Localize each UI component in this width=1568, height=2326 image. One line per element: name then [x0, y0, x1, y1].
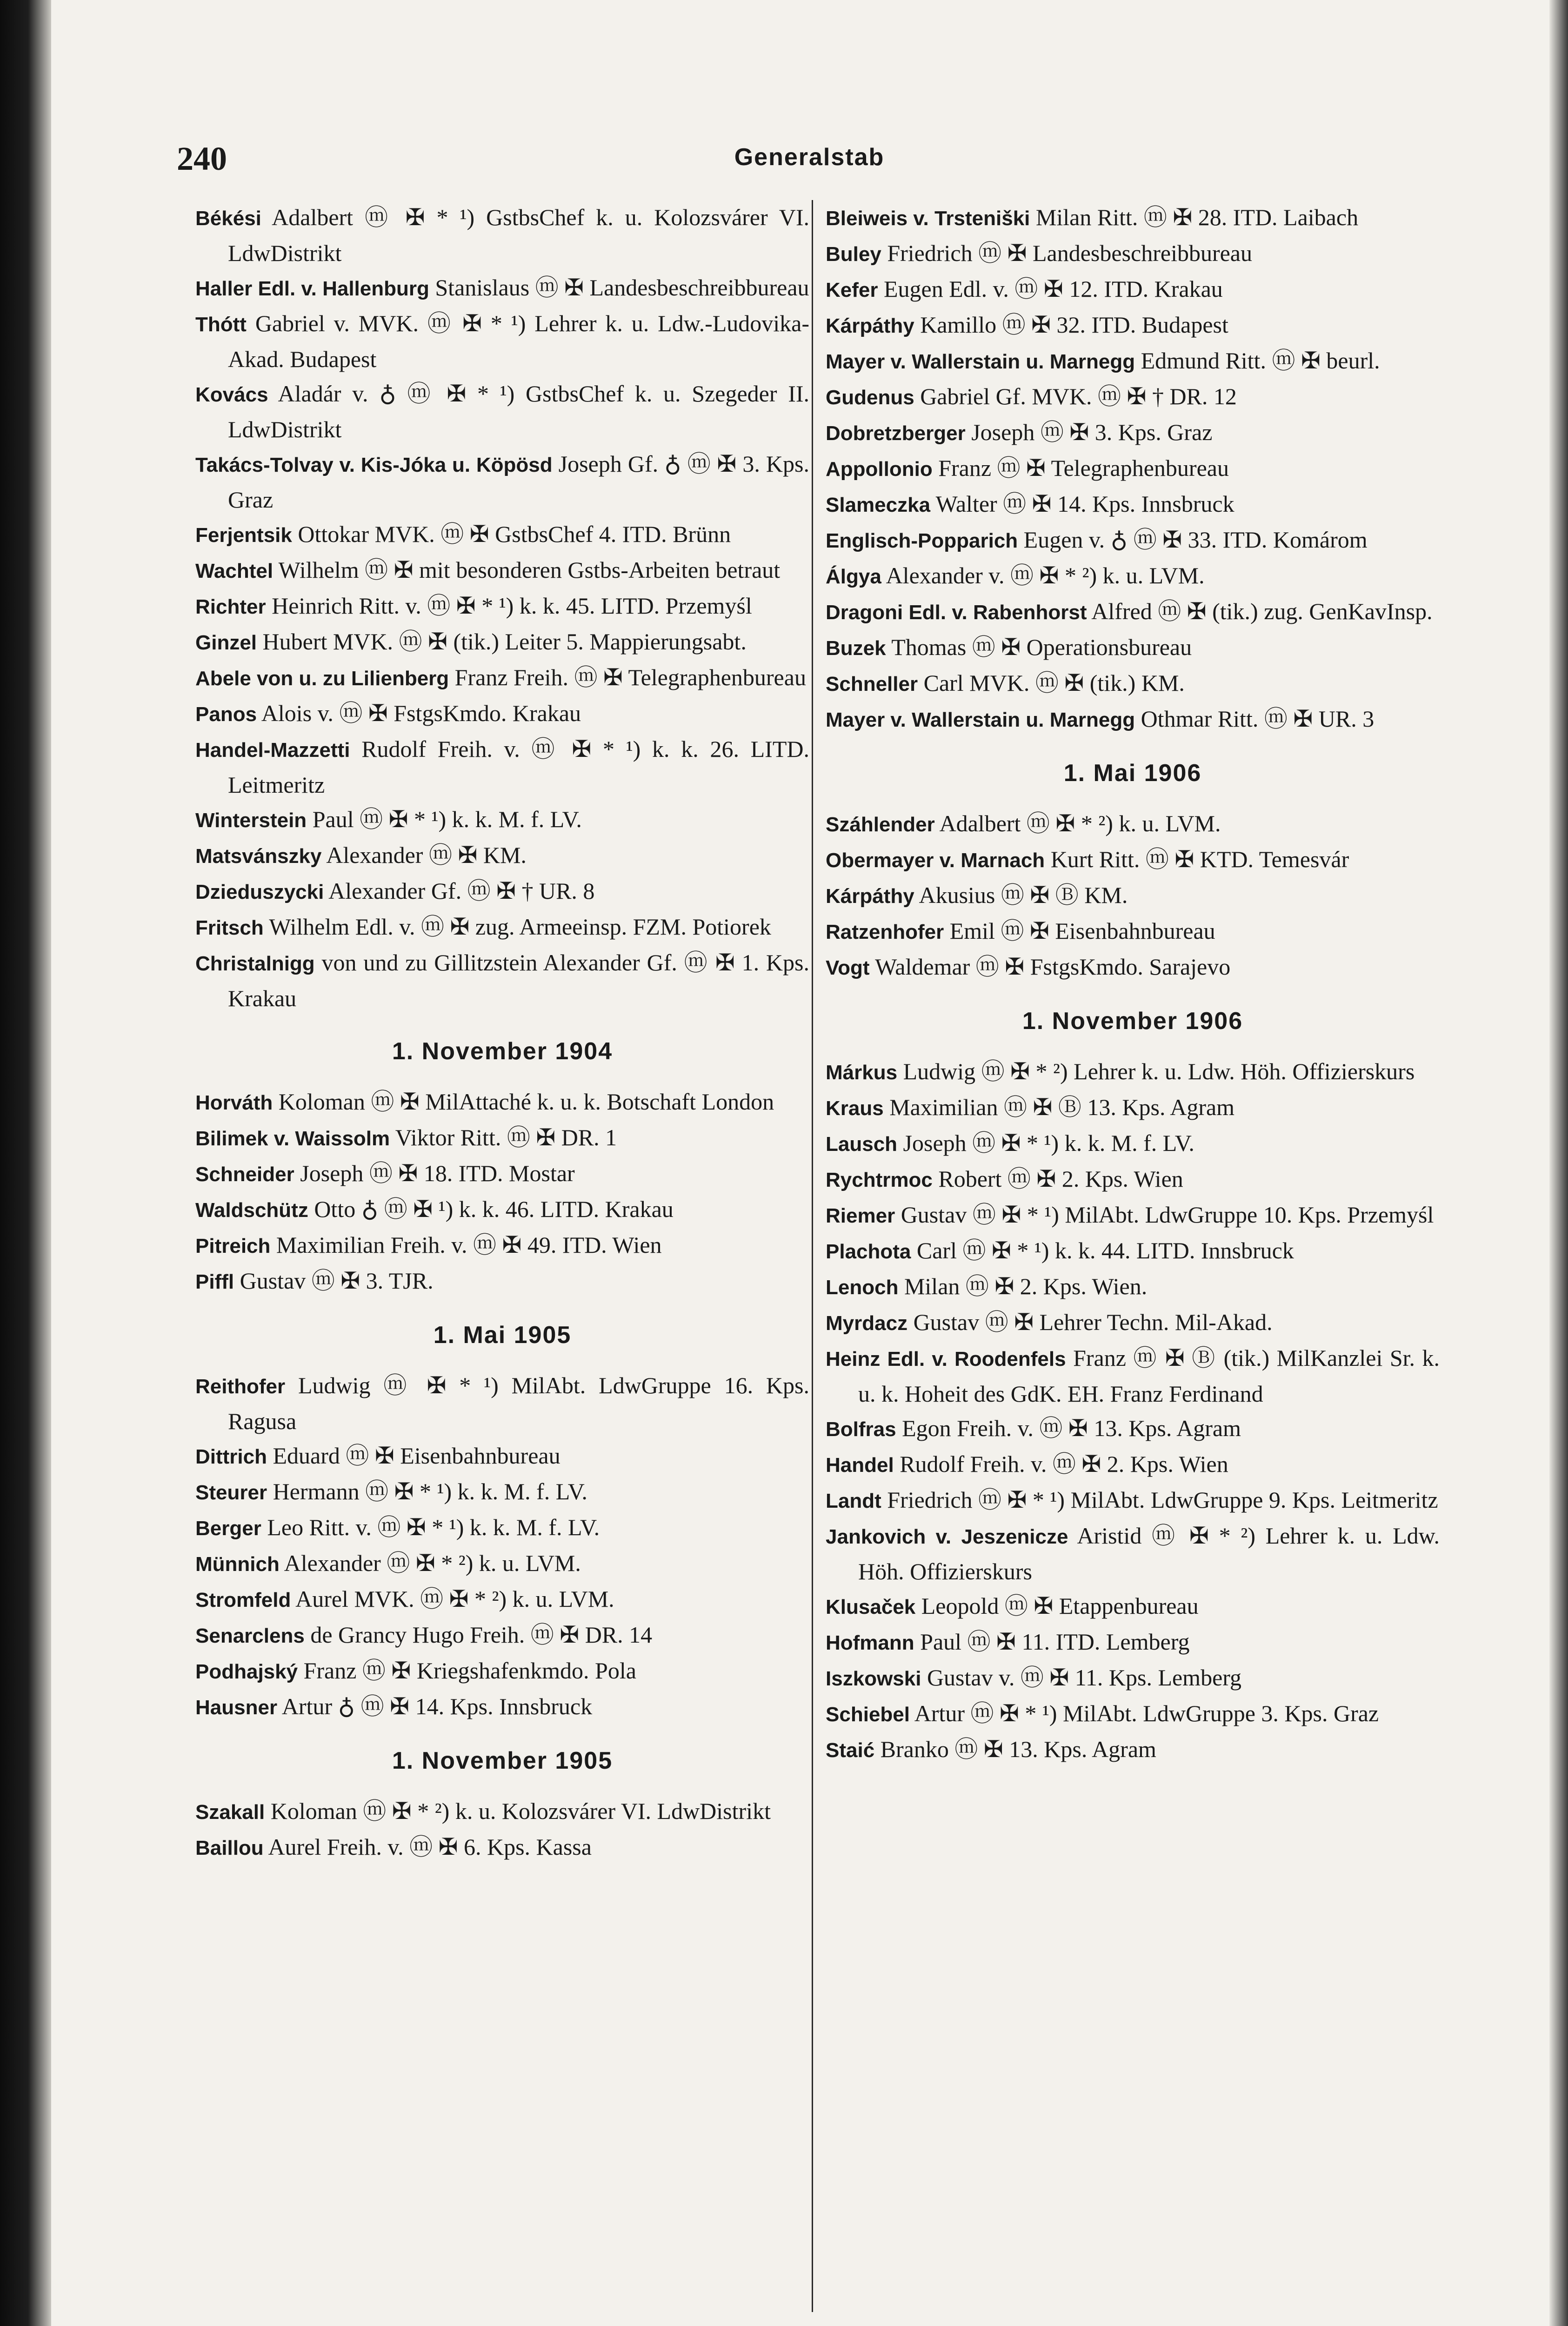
officer-entry — [826, 842, 1440, 878]
officer-surname: Handel — [826, 1454, 894, 1477]
officer-surname: Bleiweis v. Trsteniški — [826, 207, 1030, 230]
officer-surname: Lausch — [826, 1133, 898, 1156]
officer-surname: Klusaček — [826, 1596, 916, 1618]
officer-surname: Kárpáthy — [826, 885, 914, 908]
officer-details: Otto ♁ ⓜ ✠ ¹) k. k. 46. LITD. Krakau — [314, 1196, 674, 1222]
officer-surname: Heinz Edl. v. Roodenfels — [826, 1348, 1066, 1370]
officer-details: Robert ⓜ ✠ 2. Kps. Wien — [938, 1166, 1183, 1192]
officer-entry — [826, 307, 1440, 343]
officer-surname: Bilimek v. Waissolm — [195, 1127, 390, 1150]
officer-details: Edmund Ritt. ⓜ ✠ beurl. — [1141, 348, 1380, 374]
date-heading: 1. November 1904 — [392, 1038, 613, 1065]
officer-surname: Handel-Mazzetti — [195, 739, 350, 762]
officer-entry — [195, 1794, 809, 1830]
officer-entry — [826, 1624, 1440, 1660]
officer-details: Gustav ⓜ ✠ * ¹) MilAbt. LdwGruppe 10. Kps. Przemyśl — [901, 1202, 1434, 1228]
scan-edge-right — [1549, 0, 1568, 2326]
officer-entry — [826, 1696, 1440, 1732]
officer-surname: Takács-Tolvay v. Kis-Jóka u. Köpösd — [195, 454, 553, 476]
officer-surname: Riemer — [826, 1204, 895, 1227]
officer-surname: Dragoni Edl. v. Rabenhorst — [826, 601, 1087, 624]
officer-details: Wilhelm Edl. v. ⓜ ✠ zug. Armeeinsp. FZM. Potiorek — [269, 914, 771, 940]
officer-entry — [826, 630, 1440, 666]
officer-surname: Richter — [195, 595, 266, 618]
officer-entry — [826, 1589, 1440, 1624]
officer-details: Adalbert ⓜ ✠ * ²) k. u. LVM. — [939, 810, 1221, 836]
officer-surname: Christalnigg — [195, 952, 315, 975]
officer-surname: Békési — [195, 207, 261, 230]
officer-entry — [195, 1120, 809, 1156]
officer-surname: Gudenus — [826, 386, 914, 409]
officer-details: Stanislaus ⓜ ✠ Landesbeschreibbureau — [435, 274, 809, 301]
officer-details: Friedrich ⓜ ✠ * ¹) MilAbt. LdwGruppe 9. Kps. Leitmeritz — [887, 1487, 1438, 1513]
officer-details: Eugen Edl. v. ⓜ ✠ 12. ITD. Krakau — [884, 276, 1223, 302]
officer-details: Koloman ⓜ ✠ * ²) k. u. Kolozsvárer VI. LdwDistrikt — [270, 1798, 771, 1824]
column-divider — [812, 200, 813, 2312]
officer-entry — [195, 1192, 809, 1228]
officer-surname: Dittrich — [195, 1445, 267, 1468]
officer-details: Aladár v. ♁ ⓜ ✠ * ¹) GstbsChef k. u. Szegeder II. LdwDistrikt — [228, 381, 809, 442]
left-column — [195, 200, 809, 1865]
officer-entry — [195, 376, 809, 447]
officer-entry — [195, 306, 809, 376]
officer-details: Aurel Freih. v. ⓜ ✠ 6. Kps. Kassa — [268, 1834, 592, 1860]
officer-details: von und zu Gillitzstein Alexander Gf. ⓜ ✠ 1. Kps. Krakau — [228, 949, 809, 1011]
officer-surname: Staić — [826, 1739, 875, 1762]
officer-surname: Jankovich v. Jeszenicze — [826, 1525, 1068, 1548]
officer-surname: Slameczka — [826, 494, 931, 516]
officer-details: Maximilian ⓜ ✠ Ⓑ 13. Kps. Agram — [889, 1094, 1235, 1120]
officer-entry — [195, 553, 809, 588]
officer-entry — [195, 1228, 809, 1263]
officer-entry — [826, 236, 1440, 272]
officer-entry — [195, 1618, 809, 1653]
officer-surname: Thótt — [195, 313, 247, 336]
officer-surname: Schiebel — [826, 1703, 910, 1726]
officer-surname: Winterstein — [195, 809, 307, 832]
officer-entry — [195, 945, 809, 1016]
officer-surname: Waldschütz — [195, 1199, 308, 1222]
officer-surname: Haller Edl. v. Hallenburg — [195, 277, 429, 300]
officer-entry — [826, 702, 1440, 737]
officer-details: Heinrich Ritt. v. ⓜ ✠ * ¹) k. k. 45. LITD. Przemyśl — [272, 593, 752, 619]
officer-surname: Baillou — [195, 1837, 264, 1859]
officer-details: Leo Ritt. v. ⓜ ✠ * ¹) k. k. M. f. LV. — [267, 1514, 600, 1540]
officer-details: Rudolf Freih. v. ⓜ ✠ * ¹) k. k. 26. LITD. Leitmeritz — [228, 736, 809, 798]
officer-entry — [195, 1653, 809, 1689]
officer-details: Alexander v. ⓜ ✠ * ²) k. u. LVM. — [886, 562, 1205, 588]
officer-surname: Ratzenhofer — [826, 921, 944, 943]
officer-details: Paul ⓜ ✠ 11. ITD. Lemberg — [920, 1629, 1190, 1655]
officer-surname: Mayer v. Wallerstain u. Marnegg — [826, 350, 1135, 373]
officer-surname: Schneider — [195, 1163, 294, 1186]
officer-details: Viktor Ritt. ⓜ ✠ DR. 1 — [395, 1124, 617, 1150]
officer-entry — [826, 415, 1440, 451]
officer-entry — [195, 660, 809, 696]
officer-entry — [826, 1233, 1440, 1269]
officer-details: Rudolf Freih. v. ⓜ ✠ 2. Kps. Wien — [900, 1451, 1228, 1477]
officer-details: Kurt Ritt. ⓜ ✠ KTD. Temesvár — [1050, 846, 1349, 872]
officer-entry — [826, 1411, 1440, 1447]
officer-details: Franz ⓜ ✠ Ⓑ (tik.) MilKanzlei Sr. k. u. k. Hoheit des GdK. EH. Franz Ferdinand — [858, 1345, 1440, 1407]
officer-entry — [195, 874, 809, 909]
officer-details: Milan Ritt. ⓜ ✠ 28. ITD. Laibach — [1035, 204, 1359, 230]
officer-entry — [195, 909, 809, 945]
officer-surname: Senarclens — [195, 1624, 305, 1647]
officer-details: Gustav ⓜ ✠ 3. TJR. — [240, 1268, 434, 1294]
officer-entry — [826, 272, 1440, 307]
officer-entry — [195, 1546, 809, 1582]
officer-entry — [826, 666, 1440, 702]
officer-details: Walter ⓜ ✠ 14. Kps. Innsbruck — [935, 491, 1234, 517]
officer-surname: Buzek — [826, 637, 886, 660]
officer-details: Ottokar MVK. ⓜ ✠ GstbsChef 4. ITD. Brünn — [298, 521, 731, 547]
officer-entry — [195, 1689, 809, 1725]
officer-surname: Ginzel — [195, 631, 257, 654]
officer-entry — [195, 1438, 809, 1474]
officer-surname: Márkus — [826, 1061, 898, 1084]
officer-surname: Appollonio — [826, 458, 933, 481]
officer-surname: Vogt — [826, 956, 870, 979]
officer-entry — [195, 624, 809, 660]
officer-entry — [826, 1054, 1440, 1090]
officer-entry — [826, 878, 1440, 914]
officer-details: Hermann ⓜ ✠ * ¹) k. k. M. f. LV. — [273, 1478, 587, 1504]
officer-details: Gustav v. ⓜ ✠ 11. Kps. Lemberg — [927, 1664, 1242, 1691]
officer-entry — [826, 594, 1440, 630]
officer-surname: Münnich — [195, 1553, 280, 1576]
officer-surname: Rychtrmoc — [826, 1169, 933, 1191]
officer-entry — [195, 517, 809, 553]
officer-entry — [195, 1156, 809, 1192]
officer-details: Akusius ⓜ ✠ Ⓑ KM. — [919, 882, 1128, 908]
officer-entry — [826, 1162, 1440, 1197]
officer-surname: Plachota — [826, 1240, 911, 1263]
officer-details: Joseph ⓜ ✠ * ¹) k. k. M. f. LV. — [903, 1130, 1194, 1156]
officer-surname: Kárpáthy — [826, 314, 914, 337]
officer-entry — [826, 200, 1440, 236]
officer-entry — [195, 802, 809, 838]
officer-entry — [195, 1263, 809, 1299]
officer-surname: Bolfras — [826, 1418, 896, 1441]
officer-details: Franz Freih. ⓜ ✠ Telegraphenbureau — [454, 664, 806, 690]
officer-entry — [826, 1197, 1440, 1233]
officer-surname: Ferjentsik — [195, 524, 292, 547]
officer-surname: Iszkowski — [826, 1667, 921, 1690]
officer-surname: Wachtel — [195, 560, 274, 582]
officer-details: Franz ⓜ ✠ Kriegshafenkmdo. Pola — [303, 1658, 636, 1684]
officer-entry — [195, 1368, 809, 1438]
officer-details: Ludwig ⓜ ✠ * ²) Lehrer k. u. Ldw. Höh. Offizierskurs — [903, 1058, 1415, 1084]
officer-details: de Grancy Hugo Freih. ⓜ ✠ DR. 14 — [310, 1622, 653, 1648]
officer-details: Alexander Gf. ⓜ ✠ † UR. 8 — [328, 878, 595, 904]
officer-details: Joseph ⓜ ✠ 3. Kps. Graz — [971, 419, 1213, 445]
officer-entry — [826, 1660, 1440, 1696]
date-heading: 1. Mai 1905 — [433, 1322, 572, 1349]
officer-details: Adalbert ⓜ ✠ * ¹) GstbsChef k. u. Kolozsvárer VI. LdwDistrikt — [228, 204, 809, 266]
officer-entry — [826, 1269, 1440, 1305]
officer-surname: Matsvánszky — [195, 845, 322, 868]
officer-details: Leopold ⓜ ✠ Etappenbureau — [921, 1593, 1199, 1619]
officer-surname: Szakall — [195, 1801, 265, 1824]
officer-entry — [826, 1090, 1440, 1126]
officer-entry — [195, 270, 809, 306]
officer-details: Gabriel v. MVK. ⓜ ✠ * ¹) Lehrer k. u. Ldw.-Ludovika-Akad. Budapest — [228, 310, 810, 372]
officer-surname: Myrdacz — [826, 1312, 908, 1335]
officer-surname: Álgya — [826, 565, 881, 588]
officer-details: Carl ⓜ ✠ * ¹) k. k. 44. LITD. Innsbruck — [916, 1237, 1294, 1263]
officer-details: Waldemar ⓜ ✠ FstgsKmdo. Sarajevo — [875, 954, 1231, 980]
officer-surname: Kefer — [826, 279, 878, 301]
officer-details: Emil ⓜ ✠ Eisenbahnbureau — [949, 918, 1215, 944]
officer-details: Maximilian Freih. v. ⓜ ✠ 49. ITD. Wien — [276, 1232, 662, 1258]
officer-details: Carl MVK. ⓜ ✠ (tik.) KM. — [923, 670, 1185, 696]
officer-surname: Steurer — [195, 1481, 267, 1504]
officer-surname: Kovács — [195, 383, 268, 406]
officer-entry — [826, 343, 1440, 379]
officer-entry — [195, 838, 809, 874]
officer-surname: Horváth — [195, 1091, 273, 1114]
running-title: Generalstab — [734, 144, 885, 171]
officer-details: Milan ⓜ ✠ 2. Kps. Wien. — [904, 1273, 1148, 1299]
document-page — [177, 140, 1442, 2326]
officer-details: Aurel MVK. ⓜ ✠ * ²) k. u. LVM. — [295, 1586, 614, 1612]
officer-details: Gabriel Gf. MVK. ⓜ ✠ † DR. 12 — [920, 383, 1237, 409]
officer-surname: Hausner — [195, 1696, 278, 1719]
date-heading: 1. November 1905 — [392, 1747, 613, 1774]
officer-entry — [826, 806, 1440, 842]
officer-entry — [195, 732, 809, 802]
officer-details: Aristid ⓜ ✠ * ²) Lehrer k. u. Ldw. Höh. Offizierskurs — [858, 1523, 1440, 1584]
officer-details: Joseph ⓜ ✠ 18. ITD. Mostar — [300, 1160, 575, 1186]
officer-surname: Fritsch — [195, 916, 264, 939]
officer-entry — [826, 949, 1440, 985]
officer-entry — [195, 1830, 809, 1865]
officer-entry — [195, 447, 809, 517]
officer-entry — [826, 1518, 1440, 1589]
officer-surname: Podhajský — [195, 1660, 298, 1683]
officer-details: Friedrich ⓜ ✠ Landesbeschreibbureau — [887, 240, 1252, 266]
officer-details: Alexander ⓜ ✠ KM. — [326, 842, 527, 868]
officer-surname: Stromfeld — [195, 1589, 291, 1611]
officer-details: Eduard ⓜ ✠ Eisenbahnbureau — [273, 1443, 560, 1469]
officer-entry — [826, 1732, 1440, 1768]
officer-details: Thomas ⓜ ✠ Operationsbureau — [891, 634, 1192, 660]
officer-details: Alexander ⓜ ✠ * ²) k. u. LVM. — [284, 1550, 581, 1576]
officer-entry — [826, 1126, 1440, 1162]
officer-entry — [826, 487, 1440, 522]
officer-surname: Dobretzberger — [826, 422, 966, 445]
officer-surname: Obermayer v. Marnach — [826, 849, 1045, 872]
officer-surname: Lenoch — [826, 1276, 899, 1299]
officer-surname: Schneller — [826, 673, 918, 695]
officer-details: Egon Freih. v. ⓜ ✠ 13. Kps. Agram — [902, 1415, 1241, 1441]
officer-details: Othmar Ritt. ⓜ ✠ UR. 3 — [1141, 706, 1375, 732]
officer-details: Joseph Gf. ♁ ⓜ ✠ 3. Kps. Graz — [228, 451, 809, 513]
officer-surname: Dzieduszycki — [195, 881, 324, 903]
officer-entry — [826, 379, 1440, 415]
officer-details: Alois v. ⓜ ✠ FstgsKmdo. Krakau — [261, 700, 581, 726]
officer-entry — [195, 1582, 809, 1618]
officer-surname: Mayer v. Wallerstain u. Marnegg — [826, 708, 1135, 731]
officer-entry — [826, 914, 1440, 949]
officer-details: Paul ⓜ ✠ * ¹) k. k. M. f. LV. — [312, 806, 582, 832]
officer-surname: Abele von u. zu Lilienberg — [195, 667, 449, 690]
officer-entry — [195, 696, 809, 732]
officer-surname: Buley — [826, 243, 881, 266]
officer-details: Franz ⓜ ✠ Telegraphenbureau — [938, 455, 1229, 481]
officer-surname: Száhlender — [826, 813, 935, 836]
officer-details: Kamillo ⓜ ✠ 32. ITD. Budapest — [920, 312, 1228, 338]
officer-details: Eugen v. ♁ ⓜ ✠ 33. ITD. Komárom — [1023, 527, 1368, 553]
officer-entry — [195, 1474, 809, 1510]
officer-details: Gustav ⓜ ✠ Lehrer Techn. Mil-Akad. — [913, 1309, 1273, 1335]
officer-details: Wilhelm ⓜ ✠ mit besonderen Gstbs-Arbeiten betraut — [278, 557, 781, 583]
page-header — [177, 140, 1442, 181]
officer-details: Ludwig ⓜ ✠ * ¹) MilAbt. LdwGruppe 16. Kps. Ragusa — [228, 1372, 809, 1434]
officer-surname: Englisch-Popparich — [826, 529, 1018, 552]
officer-surname: Kraus — [826, 1097, 884, 1120]
right-column — [826, 200, 1440, 1768]
officer-entry — [195, 1510, 809, 1546]
officer-details: Hubert MVK. ⓜ ✠ (tik.) Leiter 5. Mappierungsabt. — [262, 628, 747, 655]
officer-entry — [826, 1483, 1440, 1518]
officer-entry — [195, 1084, 809, 1120]
officer-details: Artur ♁ ⓜ ✠ 14. Kps. Innsbruck — [281, 1693, 593, 1719]
officer-entry — [826, 1447, 1440, 1483]
officer-surname: Reithofer — [195, 1375, 286, 1398]
page-number: 240 — [177, 140, 227, 177]
officer-details: Koloman ⓜ ✠ MilAttaché k. u. k. Botschaft London — [278, 1089, 774, 1115]
officer-entry — [826, 451, 1440, 487]
officer-details: Alfred ⓜ ✠ (tik.) zug. GenKavInsp. — [1091, 598, 1433, 624]
officer-details: Branko ⓜ ✠ 13. Kps. Agram — [880, 1736, 1156, 1762]
officer-entry — [195, 588, 809, 624]
officer-entry — [826, 522, 1440, 558]
date-heading: 1. November 1906 — [1022, 1008, 1243, 1035]
officer-surname: Panos — [195, 703, 257, 726]
scan-edge-left — [0, 0, 51, 2326]
date-heading: 1. Mai 1906 — [1063, 760, 1202, 787]
officer-entry — [826, 1341, 1440, 1411]
officer-entry — [826, 1305, 1440, 1341]
officer-details: Artur ⓜ ✠ * ¹) MilAbt. LdwGruppe 3. Kps. Graz — [914, 1700, 1379, 1726]
officer-surname: Pitreich — [195, 1235, 271, 1257]
officer-entry — [826, 558, 1440, 594]
officer-surname: Piffl — [195, 1270, 234, 1293]
officer-surname: Hofmann — [826, 1631, 914, 1654]
officer-surname: Landt — [826, 1490, 881, 1512]
officer-surname: Berger — [195, 1517, 261, 1540]
officer-entry — [195, 200, 809, 270]
